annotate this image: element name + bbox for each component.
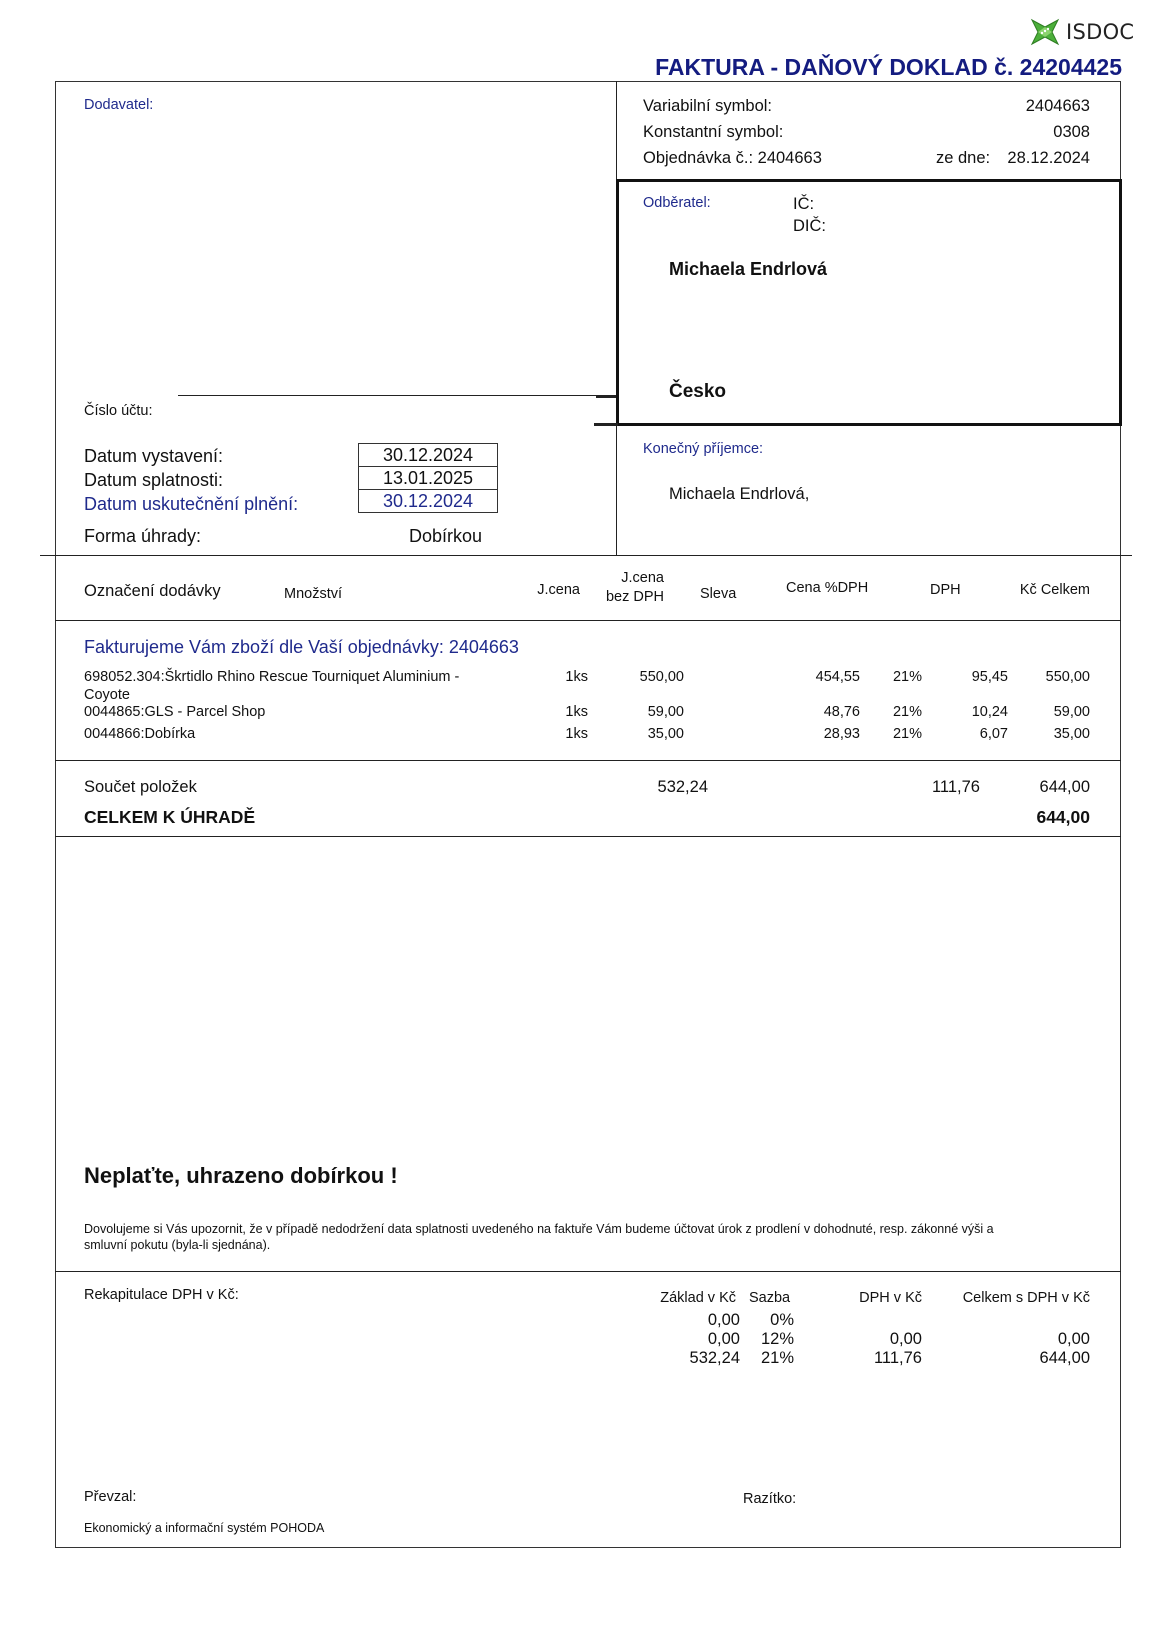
vat-recap-label: Rekapitulace DPH v Kč:: [84, 1287, 239, 1303]
amount-due-value: 644,00: [1036, 807, 1090, 827]
item-total: 59,00: [1053, 704, 1090, 720]
item-vat: 10,24: [971, 704, 1008, 720]
vat-recap-rate: 0%: [770, 1311, 794, 1329]
item-name: 698052.304:Škrtidlo Rhino Rescue Tourniquet Aluminium -: [84, 669, 460, 685]
issued-date-value: 30.12.2024: [358, 443, 498, 467]
invoice-title: FAKTURA - DAŇOVÝ DOKLAD č. 24204425: [655, 54, 1122, 80]
due-date-label: Datum splatnosti:: [84, 470, 224, 490]
system-credit: Ekonomický a informační systém POHODA: [84, 1521, 325, 1535]
vat-recap-base: 0,00: [707, 1311, 740, 1329]
vat-recap-header-base: Základ v Kč: [660, 1290, 736, 1306]
item-rate: 21%: [892, 726, 922, 742]
col-unit-price-net-line2: bez DPH: [605, 589, 664, 605]
final-recipient-name: Michaela Endrlová,: [669, 485, 810, 503]
item-name: 0044865:GLS - Parcel Shop: [84, 704, 266, 720]
taxable-date-label: Datum uskutečnění plnění:: [84, 494, 299, 514]
isdoc-logo-icon: [1030, 17, 1060, 47]
item-net: 28,93: [823, 726, 860, 742]
sum-total: 644,00: [1039, 778, 1090, 796]
items-intro: Fakturujeme Vám zboží dle Vaší objednávky: 2404663: [84, 637, 519, 657]
order-number: Objednávka č.: 2404663: [643, 149, 822, 167]
vat-recap-total: 644,00: [1039, 1349, 1090, 1367]
item-rate: 21%: [892, 669, 922, 685]
item-net: 454,55: [815, 669, 860, 685]
vat-recap-header-vat: DPH v Kč: [859, 1290, 922, 1306]
table-top-line: [40, 555, 1132, 556]
taxable-date-value: 30.12.2024: [358, 489, 498, 513]
item-name: 0044866:Dobírka: [84, 726, 196, 742]
late-payment-notice-line2: smluvní pokutu (byla-li sjednána).: [84, 1238, 271, 1252]
order-date-value: 28.12.2024: [1007, 149, 1090, 167]
col-discount: Sleva: [700, 586, 737, 602]
item-unit-price: 59,00: [647, 704, 684, 720]
vat-recap-base: 0,00: [707, 1330, 740, 1348]
col-unit-price-net-line1: J.cena: [621, 570, 664, 586]
constant-symbol-value: 0308: [1053, 123, 1090, 141]
items-bottom-line: [55, 760, 1121, 761]
col-vat: DPH: [930, 582, 961, 598]
item-net: 48,76: [823, 704, 860, 720]
vat-recap-rate: 21%: [760, 1349, 794, 1367]
item-vat: 6,07: [979, 726, 1008, 742]
vat-recap-header-rate: Sazba: [749, 1290, 791, 1306]
item-unit-price: 35,00: [647, 726, 684, 742]
buyer-name: Michaela Endrlová: [669, 259, 828, 279]
item-rate: 21%: [892, 704, 922, 720]
sum-vat: 111,76: [931, 778, 980, 796]
final-recipient-label: Konečný příjemce:: [643, 441, 764, 457]
variable-symbol-value: 2404663: [1025, 97, 1090, 115]
stamp-label: Razítko:: [743, 1491, 797, 1507]
item-total: 35,00: [1053, 726, 1090, 742]
totals-bottom-line: [55, 836, 1121, 837]
buyer-country: Česko: [669, 381, 727, 402]
vat-recap-header-total: Celkem s DPH v Kč: [962, 1290, 1090, 1306]
col-price-vat: Cena %DPH: [786, 580, 869, 596]
vat-recap-vat: 0,00: [889, 1330, 922, 1348]
sum-label: Součet položek: [84, 778, 197, 796]
isdoc-logo: [1030, 14, 1134, 50]
order-date-label: ze dne:: [936, 149, 991, 167]
item-qty: 1ks: [565, 704, 588, 720]
buyer-ic-label: IČ:: [793, 195, 815, 213]
received-by-label: Převzal:: [84, 1489, 137, 1505]
isdoc-logo-text: ISDOC: [1066, 20, 1135, 44]
notice-bottom-line: [55, 1271, 1121, 1272]
col-total: Kč Celkem: [1019, 582, 1090, 598]
item-qty: 1ks: [565, 669, 588, 685]
payment-method-label: Forma úhrady:: [84, 526, 202, 546]
buyer-label: Odběratel:: [643, 195, 711, 211]
buyer-dic-label: DIČ:: [793, 217, 826, 235]
vat-recap-vat: 111,76: [873, 1349, 922, 1367]
constant-symbol-label: Konstantní symbol:: [643, 123, 784, 141]
col-designation: Označení dodávky: [84, 582, 221, 600]
vat-recap-total: 0,00: [1057, 1330, 1090, 1348]
vat-recap-rate: 12%: [760, 1330, 794, 1348]
account-label: Číslo účtu:: [84, 403, 153, 419]
col-quantity: Množství: [284, 586, 343, 602]
due-date-value: 13.01.2025: [358, 466, 498, 490]
issued-date-label: Datum vystavení:: [84, 446, 224, 466]
amount-due-label: CELKEM K ÚHRADĚ: [84, 807, 256, 827]
paid-notice: Neplaťte, uhrazeno dobírkou !: [84, 1163, 398, 1188]
item-total: 550,00: [1045, 669, 1090, 685]
payment-method-value: Dobírkou: [409, 526, 483, 546]
variable-symbol-label: Variabilní symbol:: [643, 97, 772, 115]
account-line: [178, 395, 598, 396]
late-payment-notice-line1: Dovolujeme si Vás upozornit, že v případě nedodržení data splatnosti uvedeného na faktuře Vám budeme účtovat úrok z prodlení v dohodnuté, resp. zákonné výši a: [84, 1222, 994, 1236]
item-qty: 1ks: [565, 726, 588, 742]
item-name-cont: Coyote: [84, 687, 130, 703]
col-unit-price: J.cena: [537, 582, 580, 598]
vat-recap-base: 532,24: [689, 1349, 740, 1367]
buyer-box-tick: [594, 423, 618, 426]
supplier-label: Dodavatel:: [84, 97, 154, 113]
item-vat: 95,45: [971, 669, 1008, 685]
item-unit-price: 550,00: [639, 669, 684, 685]
account-line-tick: [596, 395, 616, 398]
table-header-bottom-line: [55, 620, 1121, 621]
sum-net: 532,24: [657, 778, 708, 796]
